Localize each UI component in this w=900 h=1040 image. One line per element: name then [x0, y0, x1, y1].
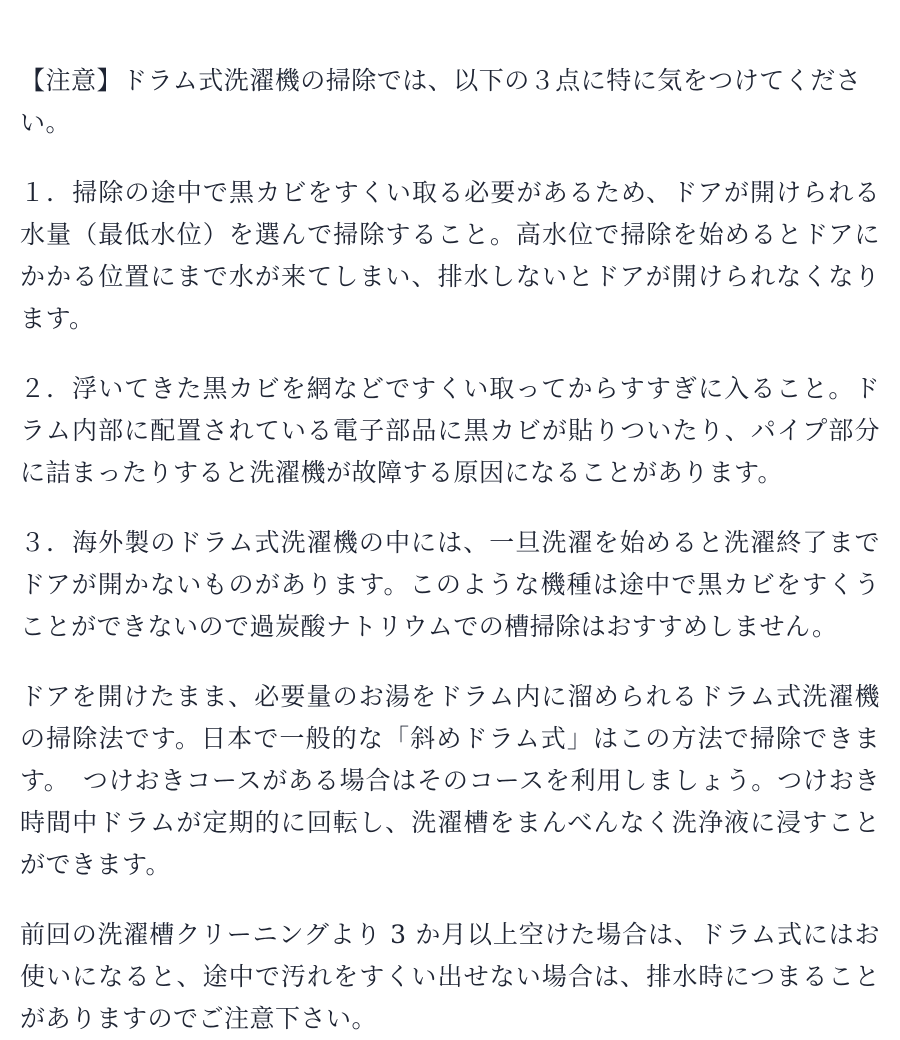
caution-note: 前回の洗濯槽クリーニングより 3 か月以上空けた場合は、ドラム式にはお使いになると、途中で汚れをすくい出せない場合は、排水時につまることがありますのでご注意下さい。	[20, 920, 880, 1033]
notice-heading: 【注意】ドラム式洗濯機の掃除では、以下の３点に特に気をつけてください。	[20, 66, 862, 137]
notice-item-3: ３．海外製のドラム式洗濯機の中には、一旦洗濯を始めると洗濯終了までドアが開かないものがあります。このような機種は途中で黒カビをすくうことができないので過炭酸ナトリウムでの槽掃除はおすすめしません。	[20, 528, 880, 641]
notice-item-1: １．掃除の途中で黒カビをすくい取る必要があるため、ドアが開けられる水量（最低水位）を選んで掃除すること。高水位で掃除を始めるとドアにかかる位置にまで水が来てしまい、排水しないとドアが開けられなくなります。	[20, 178, 880, 333]
notice-item-2: ２．浮いてきた黒カビを網などですくい取ってからすすぎに入ること。ドラム内部に配置されている電子部品に黒カビが貼りついたり、パイプ部分に詰まったりすると洗濯機が故障する原因になることがあります。	[20, 374, 880, 487]
method-description: ドアを開けたまま、必要量のお湯をドラム内に溜められるドラム式洗濯機の掃除法です。日本で一般的な「斜めドラム式」はこの方法で掃除できます。 つけおきコースがある場合はそのコースを利用しましょう。つけおき時間中ドラムが定期的に回転し、洗濯槽をまんべんなく洗浄液に浸すことができます。	[20, 682, 880, 879]
